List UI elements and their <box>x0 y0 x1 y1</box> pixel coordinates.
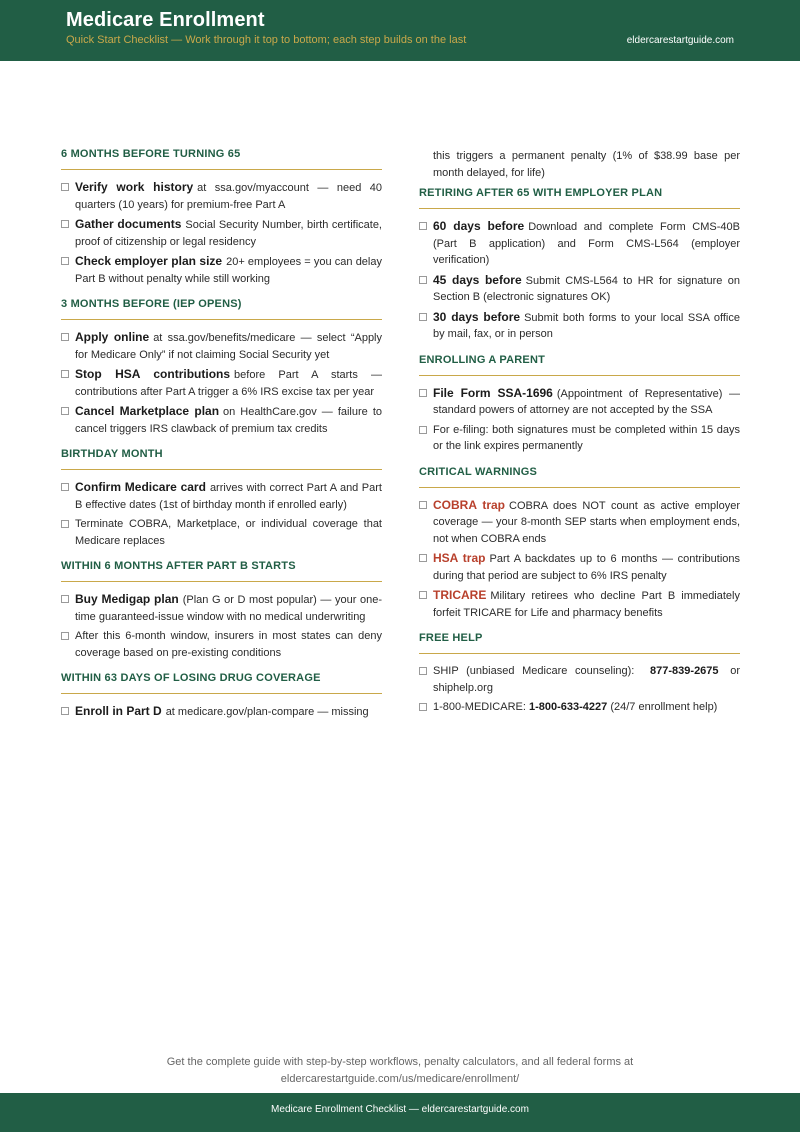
item-text: before Part A starts — contributions after Part A trigger a 6% IRS excise tax per year <box>75 369 382 398</box>
item-text: at ssa.gov/myaccount — need 40 quarters (10 years) for premium-free Part A <box>75 182 383 211</box>
item-lead: Apply online <box>75 330 150 344</box>
checklist-item <box>61 403 382 437</box>
item-text: 20+ employees = you can delay Part B without penalty while still working <box>75 256 382 285</box>
item-text: After this 6-month window, insurers in most states can deny coverage based on pre-existing conditions <box>75 630 382 659</box>
section-left-3 <box>61 560 382 661</box>
section-right-2 <box>419 466 740 622</box>
checklist-item <box>61 628 382 661</box>
checklist-item <box>61 216 382 250</box>
item-lead: 45 days before <box>433 272 522 287</box>
item-text: Terminate COBRA, Marketplace, or individual coverage that Medicare replaces <box>75 518 382 547</box>
item-lead: Enroll in Part D <box>75 704 162 718</box>
page-title: Medicare Enrollment <box>66 9 265 31</box>
checkbox[interactable] <box>61 183 69 191</box>
item-lead: Verify work history <box>75 180 194 194</box>
right-column <box>419 148 740 727</box>
checklist-item <box>61 703 382 721</box>
section-heading: BIRTHDAY MONTH <box>61 448 382 470</box>
checkbox[interactable] <box>419 703 427 711</box>
checklist-item <box>419 309 740 343</box>
checklist-item <box>61 591 382 625</box>
footer-promo <box>0 1054 800 1088</box>
checklist-item <box>419 218 740 269</box>
section-free-help <box>419 632 740 716</box>
checklist-item-medicare-line: 1-800-MEDICARE: 1-800-633-4227 (24/7 enrollment help) <box>419 699 740 716</box>
item-text: Download and complete Form CMS-40B (Part B application) and Form CMS-L564 (employer verification) <box>433 221 740 266</box>
checkbox[interactable] <box>419 313 427 321</box>
item-lead: TRICARE <box>433 588 487 602</box>
item-lead: Cancel Marketplace plan <box>75 404 220 418</box>
section-right-1 <box>419 354 740 455</box>
item-text: For e-filing: both signatures must be completed within 15 days or the link expires permanently <box>433 423 740 452</box>
checkbox[interactable] <box>61 520 69 528</box>
checklist-item <box>419 422 740 455</box>
item-text: at medicare.gov/plan-compare — missing <box>165 706 369 718</box>
checkbox[interactable] <box>61 333 69 341</box>
checkbox[interactable] <box>419 501 427 509</box>
checklist-item <box>419 550 740 584</box>
section-left-4 <box>61 672 382 721</box>
checkbox[interactable] <box>61 407 69 415</box>
footer-promo-url[interactable]: eldercarestartguide.com/us/medicare/enrollment/ <box>280 1073 520 1085</box>
checklist-item <box>61 479 382 513</box>
checkbox[interactable] <box>419 276 427 284</box>
checkbox[interactable] <box>419 667 427 675</box>
item-text: Submit CMS-L564 to HR for signature on Section B (electronic signatures OK) <box>433 274 740 303</box>
item-text: Social Security Number, birth certificate, proof of citizenship or legal residency <box>75 219 382 248</box>
item-lead: COBRA trap <box>433 497 506 512</box>
section-heading: CRITICAL WARNINGS <box>419 466 740 488</box>
checklist-item <box>61 366 382 400</box>
checklist-item <box>419 587 740 621</box>
section-heading: RETIRING AFTER 65 WITH EMPLOYER PLAN <box>419 187 740 209</box>
footer-promo-line: Get the complete guide with step-by-step workflows, penalty calculators, and all federal forms at <box>166 1056 634 1068</box>
checklist-item <box>61 516 382 549</box>
left-column <box>61 148 382 732</box>
checkbox[interactable] <box>61 707 69 715</box>
item-lead: HSA trap <box>433 551 486 565</box>
checklist-item <box>61 253 382 287</box>
checklist-item <box>61 329 382 363</box>
item-text: Submit both forms to your local SSA office by mail, fax, or in person <box>433 311 740 340</box>
checkbox[interactable] <box>61 483 69 491</box>
section-heading: ENROLLING A PARENT <box>419 354 740 376</box>
item-lead: Stop HSA contributions <box>75 367 231 381</box>
checkbox[interactable] <box>419 554 427 562</box>
header-site-link[interactable]: eldercarestartguide.com <box>626 35 734 46</box>
checkbox[interactable] <box>419 426 427 434</box>
checkbox[interactable] <box>61 632 69 640</box>
checklist-item <box>419 272 740 306</box>
section-left-2 <box>61 448 382 549</box>
item-lead: Buy Medigap plan <box>75 592 179 606</box>
checklist-item <box>419 385 740 419</box>
medicare-phone: 1-800-633-4227 <box>528 701 608 713</box>
page-header <box>0 0 800 61</box>
section-heading: WITHIN 63 DAYS OF LOSING DRUG COVERAGE <box>61 672 382 694</box>
section-heading: 6 MONTHS BEFORE TURNING 65 <box>61 148 382 170</box>
item-text: at ssa.gov/benefits/medicare — select “Apply for Medicare Only” if not claiming Social Security yet <box>75 332 383 361</box>
section-left-1 <box>61 298 382 437</box>
page-subtitle: Quick Start Checklist — Work through it top to bottom; each step builds on the last <box>66 34 467 46</box>
item-text: COBRA does NOT count as active employer coverage — your 8-month SEP starts when employment ends, not when COBRA ends <box>433 499 740 545</box>
item-text: (Plan G or D most popular) — your one-time guaranteed-issue window with no medical underwriting <box>75 594 382 623</box>
item-text: (Appointment of Representative) — standard powers of attorney are not accepted by the SSA <box>433 387 740 416</box>
item-lead: 60 days before <box>433 219 525 233</box>
item-text: on HealthCare.gov — failure to cancel triggers IRS clawback of premium tax credits <box>75 406 382 435</box>
continued-text: this triggers a permanent penalty (1% of $38.99 base per month delayed, for life) <box>433 150 740 179</box>
section-heading: FREE HELP <box>419 632 740 654</box>
checkbox[interactable] <box>61 595 69 603</box>
checkbox[interactable] <box>61 370 69 378</box>
item-text: arrives with correct Part A and Part B effective dates (1st of birthday month if enrolled early) <box>75 482 382 511</box>
section-heading: WITHIN 6 MONTHS AFTER PART B STARTS <box>61 560 382 582</box>
checkbox[interactable] <box>419 591 427 599</box>
checklist-item-ship: SHIP (unbiased Medicare counseling): 877-839-2675 or shiphelp.org <box>419 663 740 696</box>
checkbox[interactable] <box>61 220 69 228</box>
item-text: Military retirees who decline Part B immediately forfeit TRICARE for Life and pharmacy benefits <box>433 590 740 619</box>
checklist-item <box>419 497 740 548</box>
item-text: Part A backdates up to 6 months — contributions during that period are subject to 6% IRS penalty <box>433 553 740 582</box>
item-lead: Gather documents <box>75 217 182 231</box>
checkbox[interactable] <box>419 389 427 397</box>
section-right-0 <box>419 187 740 343</box>
ship-phone: 877-839-2675 <box>650 665 719 677</box>
section-left-0 <box>61 148 382 287</box>
footer-bar-text: Medicare Enrollment Checklist — eldercarestartguide.com <box>271 1104 529 1115</box>
checkbox[interactable] <box>61 257 69 265</box>
item-lead: File Form SSA-1696 <box>433 385 553 400</box>
right-sections <box>419 187 740 621</box>
checkbox[interactable] <box>419 222 427 230</box>
section-heading: 3 MONTHS BEFORE (IEP OPENS) <box>61 298 382 320</box>
item-lead: Check employer plan size <box>75 254 223 268</box>
footer-bar <box>0 1093 800 1132</box>
item-lead: Confirm Medicare card <box>75 480 206 494</box>
item-lead: 30 days before <box>433 309 521 324</box>
checklist-item <box>61 179 382 213</box>
